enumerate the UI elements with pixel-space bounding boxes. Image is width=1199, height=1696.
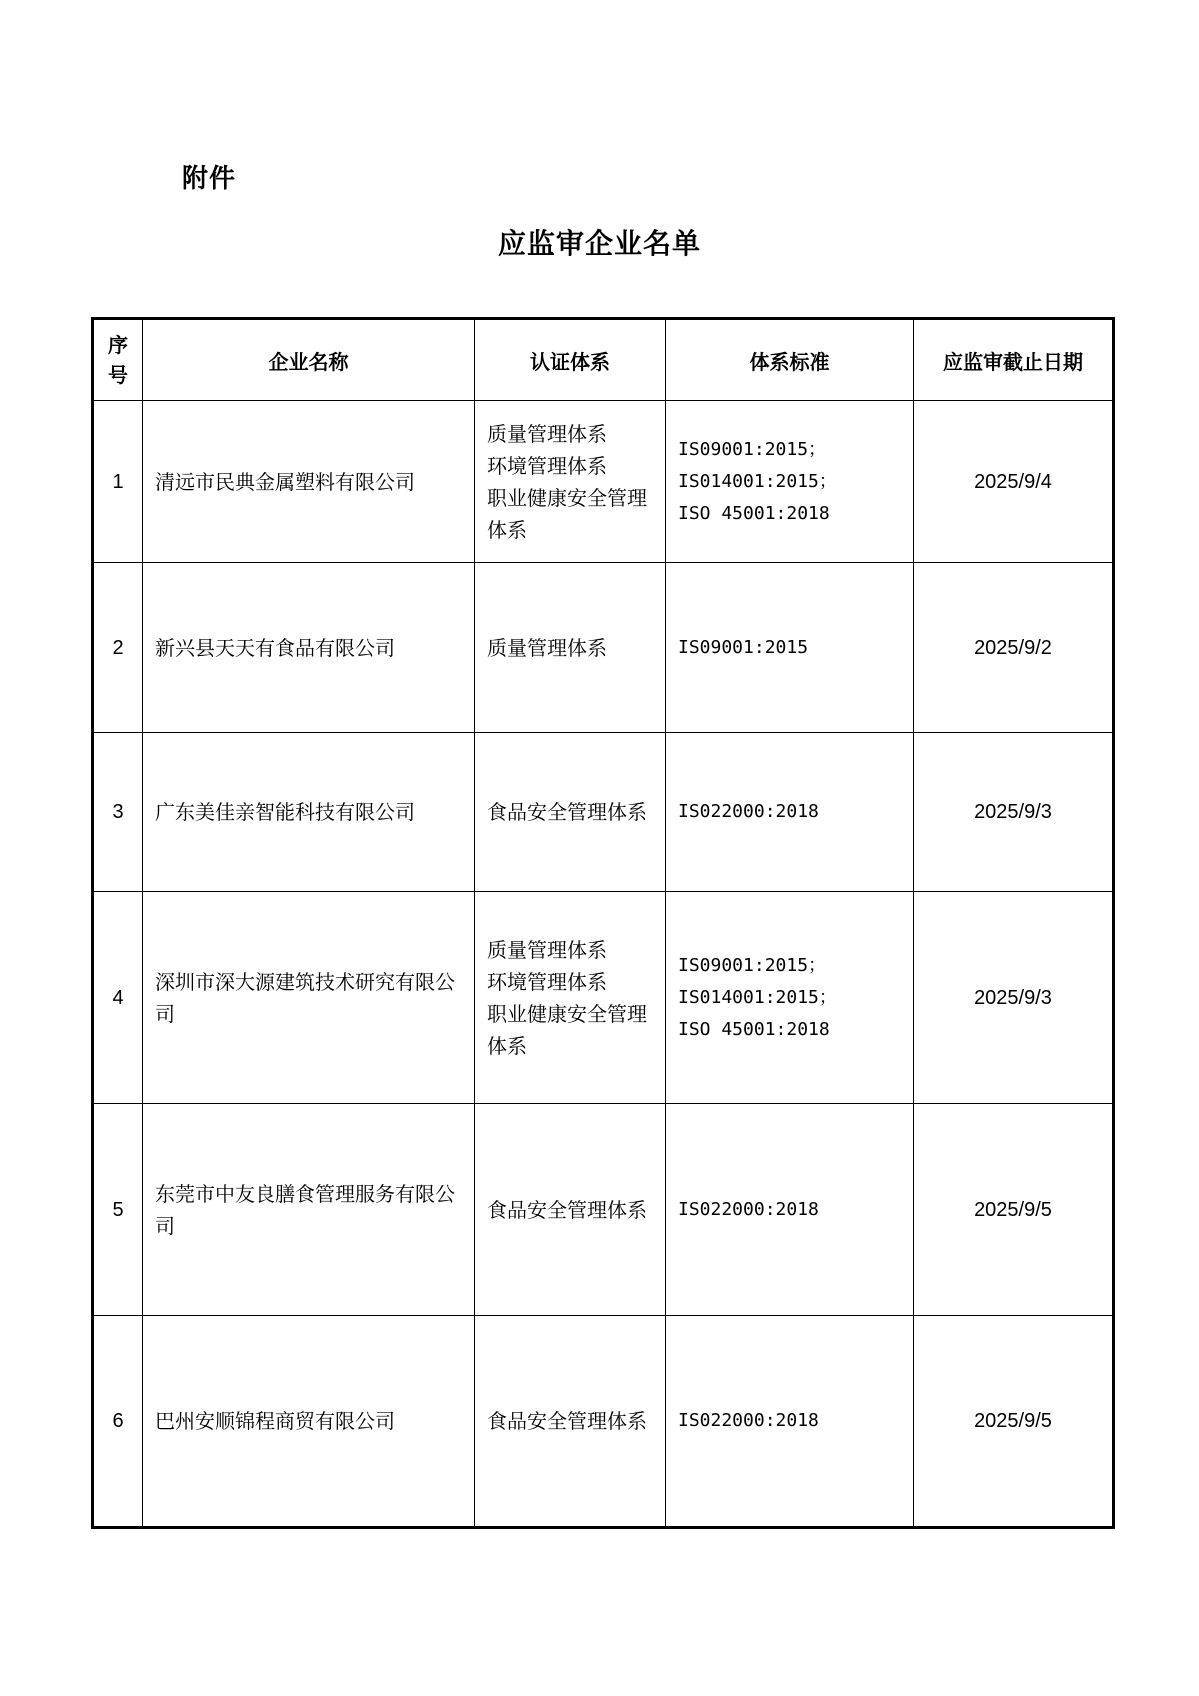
table-row <box>93 1316 1114 1528</box>
attachment-label: 附件 <box>182 164 237 194</box>
cell-standard: IS09001:2015； IS014001:2015； ISO 45001:2018 <box>666 892 914 1104</box>
table-row <box>93 1104 1114 1316</box>
header-system: 认证体系 <box>475 319 666 401</box>
cell-standard: IS09001:2015 <box>666 563 914 733</box>
header-company: 企业名称 <box>143 319 475 401</box>
table-header-row <box>93 319 1114 401</box>
enterprise-list-table <box>91 317 1115 1529</box>
cell-seq: 1 <box>93 401 143 563</box>
table-row <box>93 401 1114 563</box>
cell-seq: 3 <box>93 733 143 892</box>
cell-standard: IS022000:2018 <box>666 1316 914 1528</box>
cell-standard: IS022000:2018 <box>666 1104 914 1316</box>
cell-deadline: 2025/9/3 <box>914 892 1114 1104</box>
cell-seq: 5 <box>93 1104 143 1316</box>
cell-deadline: 2025/9/4 <box>914 401 1114 563</box>
cell-system: 质量管理体系 <box>475 563 666 733</box>
cell-company: 东莞市中友良膳食管理服务有限公司 <box>143 1104 475 1316</box>
header-seq: 序 号 <box>93 319 143 401</box>
cell-deadline: 2025/9/2 <box>914 563 1114 733</box>
table-row <box>93 563 1114 733</box>
cell-system: 食品安全管理体系 <box>475 1104 666 1316</box>
table-row <box>93 733 1114 892</box>
cell-system: 食品安全管理体系 <box>475 1316 666 1528</box>
page-title: 应监审企业名单 <box>497 227 701 260</box>
cell-system: 质量管理体系 环境管理体系 职业健康安全管理体系 <box>475 401 666 563</box>
cell-system: 食品安全管理体系 <box>475 733 666 892</box>
cell-deadline: 2025/9/5 <box>914 1104 1114 1316</box>
table-row <box>93 892 1114 1104</box>
cell-seq: 2 <box>93 563 143 733</box>
cell-company: 巴州安顺锦程商贸有限公司 <box>143 1316 475 1528</box>
cell-company: 深圳市深大源建筑技术研究有限公司 <box>143 892 475 1104</box>
header-standard: 体系标准 <box>666 319 914 401</box>
cell-seq: 6 <box>93 1316 143 1528</box>
cell-deadline: 2025/9/5 <box>914 1316 1114 1528</box>
cell-company: 清远市民典金属塑料有限公司 <box>143 401 475 563</box>
cell-deadline: 2025/9/3 <box>914 733 1114 892</box>
cell-system: 质量管理体系 环境管理体系 职业健康安全管理体系 <box>475 892 666 1104</box>
cell-company: 新兴县天天有食品有限公司 <box>143 563 475 733</box>
header-deadline: 应监审截止日期 <box>914 319 1114 401</box>
cell-standard: IS022000:2018 <box>666 733 914 892</box>
cell-company: 广东美佳亲智能科技有限公司 <box>143 733 475 892</box>
cell-standard: IS09001:2015； IS014001:2015； ISO 45001:2018 <box>666 401 914 563</box>
cell-seq: 4 <box>93 892 143 1104</box>
